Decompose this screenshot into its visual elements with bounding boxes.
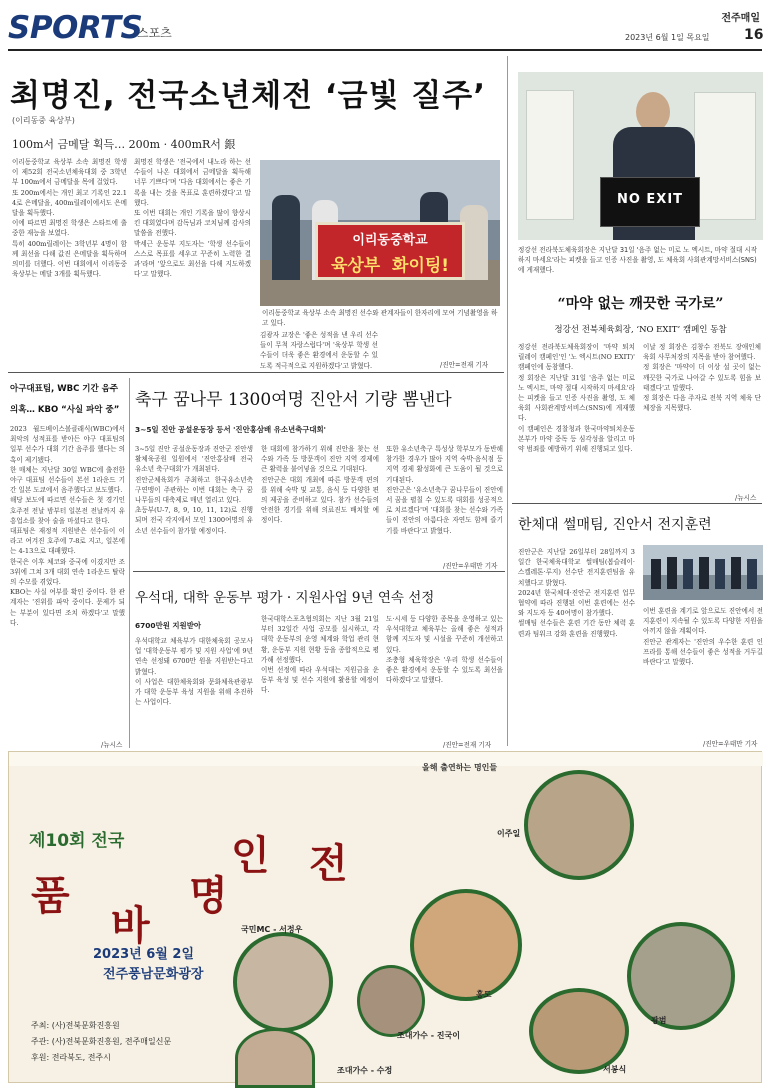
lead-headline: 최명진, 전국소년체전 ‘금빛 질주’ xyxy=(10,78,487,114)
ad-performers-header: 올해 출연하는 명인들 xyxy=(422,763,498,772)
lead-photo-caption: 이리동중학교 육상부 소속 최명진 선수와 관계자들이 한자리에 모여 기념촬영을 하고 있다. xyxy=(262,309,498,327)
performer-photo-7 xyxy=(235,1028,315,1088)
ad-date: 2023년 6월 2일 xyxy=(93,947,194,962)
brief-byline: /뉴시스 xyxy=(101,741,123,749)
ad-title-char-4: 인 xyxy=(231,833,270,879)
page-number: 16 xyxy=(744,27,764,43)
banner-line-2: 육상부 화이팅! xyxy=(330,256,450,276)
soccer-headline: 축구 꿈나무 1300여명 진안서 기량 뽐낸다 xyxy=(135,390,452,410)
performer-photo-6 xyxy=(529,988,629,1074)
performer-photo-2 xyxy=(233,932,333,1032)
banner-line-1: 이리동중학교 xyxy=(352,233,428,248)
no-exit-sign: NO EXIT xyxy=(600,177,700,227)
lead-column-2: 최명진 학생은 '전국에서 내노라 하는 선수들이 나온 대회에서 금메달을 획득해 너무 기쁘다'며 '다음 대회에서는 좋은 기록을 내는 것을 목표로 훈련하겠다'고 말했다. 또 이번 대회는 개인 기록을 많이 향상시킨 대회였다며 감독님과 코치님께 감사의 말씀을 전했다. 박세근 운동부 지도자는 '학생 선수들이 스스로 목표를 세우고 꾸준히 노력한 결과'라며 '앞으로도 최선을 다해 지도하겠다'고 말했다. xyxy=(134,158,251,279)
ad-org-host: 주최: (사)전북문화진흥원 xyxy=(31,1021,120,1030)
rule-campaign-bottom xyxy=(512,503,762,504)
issue-date: 2023년 6월 1일 목요일 xyxy=(625,33,710,42)
lead-byline: /진안=전재 기자 xyxy=(440,361,489,369)
woosuk-byline: /진안=전재 기자 xyxy=(443,741,492,749)
section-title-ko: 스포츠 xyxy=(137,26,172,40)
performer-name-2: 국민MC - 서정우 xyxy=(241,925,303,934)
brief-headline-1: 아구대표팀, WBC 기간 음주 xyxy=(10,384,119,394)
campaign-subhead: 정강선 전북체육회장, ‘NO EXIT’ 캠페인 동참 xyxy=(554,325,727,335)
brief-headline-2: 의혹… KBO “사실 파악 중” xyxy=(10,405,120,415)
rule-lead-bottom xyxy=(8,372,504,373)
section-title-en: SPORTS xyxy=(8,10,143,46)
training-photo xyxy=(643,545,763,600)
ad-title-char-2: 바 xyxy=(111,903,150,949)
campaign-headline: “마약 없는 깨끗한 국가로” xyxy=(557,296,724,312)
campaign-caption: 정강선 전라북도체육회장은 지난달 31일 '음주 없는 미로 노 엑시트, 마약 절대 시작하지 마세요'라는 피켓을 들고 인증 사진을 촬영, 도 체육회 사회관계망서비스(SNS)에 게재했다. xyxy=(518,246,758,274)
performer-photo-4 xyxy=(627,922,735,1030)
lead-column-4 xyxy=(384,330,502,360)
soccer-subhead: 3~5일 진안 공설운동장 등서 '진안홍삼배 유소년축구대회' xyxy=(135,425,326,434)
lead-subtitle: (이리동중 육상부) xyxy=(12,116,75,125)
ad-title-char-1: 품 xyxy=(31,873,70,919)
campaign-column-2: 이날 정 회장은 김창수 전북도 장애인체육회 사무처장의 지목을 받아 참여했다. 정 회장은 '마약이 더 이상 설 곳이 없는 깨끗한 국가로 나아갈 수 있도록 힘을 보태겠다'고 말했다. 정 회장은 다음 주자로 전북 지역 체육 단체장을 지목했다. xyxy=(643,343,761,413)
ad-venue: 전주풍남문화광장 xyxy=(103,967,204,982)
performer-photo-5 xyxy=(357,965,425,1037)
woosuk-column-3: 도·시세 등 다양한 종목을 운영하고 있는 우석대학교 체육부는 올해 좋은 성적과 함께 지도자 및 시설을 꾸준히 개선하고 있다. 조충형 체육학장은 '우리 학생 선수들이 좋은 환경에서 운동할 수 있도록 최선을 다하겠다'고 말했다. xyxy=(386,615,503,685)
training-text-a: 진안군은 지난달 26일부터 28일까지 3일간 한국체육대학교 썰매팀(봅슬레이·스켈레톤·루지) 선수단 전지훈련팀을 유치했다고 밝혔다. 2024년 한국체대·진안군 전지훈련 업무 협약에 따라 진행된 이번 훈련에는 선수와 지도자 등 40여명이 참가했다. 썰매팀 선수들은 훈련 기간 동안 체력 훈련과 팀워크 강화 훈련을 진행했다. xyxy=(518,548,635,638)
performer-name-6: 서봉식 xyxy=(603,1065,627,1074)
performer-name-5: 조대가수 - 진국이 xyxy=(397,1031,460,1040)
brief-text: 2023 월드베이스볼클래식(WBC)에서 최악의 성적표를 받아든 야구 대표팀의 일부 선수가 대회 기간 음주를 했다는 의혹이 제기됐다. 한 매체는 지난달 30일 WBC에 출전한 야구 대표팀 선수들이 본선 1라운드 기간 일본 도쿄에서 음주했다고 보도했다. 해당 보도에 따르면 선수들은 첫 경기인 호주전 전날 밤부터 일본전 전날까지 유흥업소를 찾아 술을 마셨다고 한다. 대표팀은 재정적 지원받은 선수들이 이라고 여겨진 호주에 7-8로 지고, 일본에는 4-13으로 대패했다. 한국은 이후 체코와 중국에 이겼지만 조 3위에 그쳐 3개 대회 연속 1라운드 탈락의 수모를 겪었다. KBO는 사실 여부를 확인 중이다. 한 관계자는 '진위를 파악 중이다. 문제가 되는 부분이 있다면 조치 하겠다'고 말했다. xyxy=(10,425,125,627)
paper-name: 전주매일 xyxy=(721,13,760,24)
soccer-column-3: 또한 유소년축구 특성상 학부모가 동반해 참가한 경우가 많아 지역 숙박·음식점 등 지역 경제 활성화에 큰 도움이 될 것으로 기대된다. 진안군은 '유소년축구 꿈나무들이 진안에서 꿈을 펼칠 수 있도록 대회를 성공적으로 치르겠다'며 '대회를 찾는 선수와 가족들이 진안의 아름다운 자연도 함께 즐기기를 바란다'고 밝혔다. xyxy=(386,445,503,535)
rule-soccer-bottom xyxy=(133,571,505,572)
campaign-photo xyxy=(518,72,763,240)
ad-title-char-5: 전 xyxy=(309,841,348,887)
soccer-column-1: 3~5일 진안 공설운동장과 진안군 진안생활체육공원 일원에서 '진안홍삼배 전국 유소년 축구대회'가 개최된다. 진안군체육회가 주최하고 한국유소년축구연맹이 주관하는 이번 대회는 축구 꿈나무들의 대축제로 매년 열리고 있다. 초등부(U-7, 8, 9, 10, 11, 12)로 진행되며 전국 각지에서 모인 1300여명의 유소년 선수들이 참가할 예정이다. xyxy=(135,445,253,535)
ad-org-sponsor: 후원: 전라북도, 전주시 xyxy=(31,1053,111,1062)
lead-banner xyxy=(315,222,465,280)
lead-subhead: 100m서 금메달 획득… 200m · 400mR서 銀 xyxy=(12,138,236,151)
ad-title-char-3: 명 xyxy=(189,873,228,919)
performer-name-4: 광범 xyxy=(651,1016,667,1025)
training-byline: /진안=우태만 기자 xyxy=(703,740,758,748)
training-headline: 한체대 썰매팀, 진안서 전지훈련 xyxy=(518,517,712,533)
lead-column-3: 김광자 교장은 '좋은 성적을 낸 우리 선수들이 무척 자랑스럽다'며 '육상부 학생 선수들이 더욱 좋은 환경에서 운동할 수 있도록 적극적으로 지원하겠다'고 밝혔다. xyxy=(260,331,378,370)
lead-photo xyxy=(260,160,500,306)
campaign-column-1: 정강선 전라북도체육회장이 '마약 퇴치 릴레이 캠페인'인 '노 엑시트(NO EXIT)' 캠페인에 동참했다. 정 회장은 지난달 31일 '음주 없는 미로 노 엑시트, 마약 절대 시작하지 마세요'라는 피켓을 들고 인증 사진을 촬영, 도 체육회 사회관계망서비스(SNS)에 게재했다. 이 캠페인은 경찰청과 한국마약퇴치운동본부가 마약 중독 등 심각성을 알리고 마약 범죄를 예방하기 위해 진행되고 있다. xyxy=(518,343,635,454)
training-text-b: 이번 훈련을 계기로 앞으로도 진안에서 전지훈련이 지속될 수 있도록 다양한 지원을 아끼지 않을 계획이다. 진안군 관계자는 '진안의 우수한 훈련 인프라를 통해 선수들이 좋은 성적을 거두길 바란다'고 말했다. xyxy=(643,607,763,667)
woosuk-column-1: 우석대학교 체육부가 대한체육회 공모사업 '대학운동부 평가 및 지원 사업'에 9년 연속 선정돼 6700만 원을 지원받는다고 밝혔다. 이 사업은 대한체육회와 문화체육관광부가 대학 운동부 육성 지원을 위해 추진하는 사업이다. xyxy=(135,637,253,707)
lead-column-1: 이리동중학교 육상부 소속 최명진 학생이 제52회 전국소년체육대회 중 3학년부 100m에서 금메달을 목에 걸었다. 또 200m에서는 개인 최고 기록인 22.14로 은메달을, 400m릴레이에서도 은메달을 획득했다. 이에 따르면 최명진 학생은 스타트에 출중한 재능을 보였다. 특히 400m릴레이는 3학년부 4명이 함께 최선을 다해 값진 은메달을 획득하며 의미를 더했다. 이번 대회에서 이리동중 육상부는 메달 3개를 획득했다. xyxy=(12,158,127,279)
performer-name-7: 조대가수 - 수정 xyxy=(337,1066,393,1075)
ad-org-manage: 주관: (사)전북문화진흥원, 전주매일신문 xyxy=(31,1037,172,1046)
performer-name-3: 홍도 xyxy=(476,990,492,999)
campaign-byline: /뉴시스 xyxy=(735,494,757,502)
performer-name-1: 이주일 xyxy=(497,829,521,838)
soccer-column-2: 한 대회에 참가하기 위해 진안을 찾는 선수와 가족 등 방문객이 진안 지역 경제에 큰 활력을 불어넣을 것으로 기대된다. 진안군은 대회 개최에 따른 방문객 편의를 위해 숙박 및 교통, 음식 등 다양한 편의 제공을 준비하고 있다. 참가 선수들의 안전한 경기를 위해 의료진도 배치할 예정이다. xyxy=(261,445,379,525)
woosuk-column-2: 한국대학스포츠협의회는 지난 3월 21일부터 32일간 사업 공모를 실시하고, 각 대학 운동부의 운영 체계와 학업 관리 현황, 운동부 지원 현황 등을 종합적으로 평가해 선정했다. 이번 선정에 따라 우석대는 지원금을 운동부 육성 및 선수 지원에 활용할 예정이다. xyxy=(261,615,379,695)
performer-photo-1 xyxy=(524,770,634,880)
soccer-byline: /진안=우태만 기자 xyxy=(443,562,498,570)
woosuk-subhead: 6700만원 지원받아 xyxy=(135,621,201,630)
ad-edition: 제10회 전국 xyxy=(29,831,125,851)
vertical-rule-brief xyxy=(129,378,130,748)
festival-ad xyxy=(8,751,762,1083)
performer-photo-3 xyxy=(410,889,522,1001)
vertical-rule-main xyxy=(507,56,508,746)
woosuk-headline: 우석대, 대학 운동부 평가 · 지원사업 9년 연속 선정 xyxy=(135,590,435,606)
masthead-rule xyxy=(8,49,762,51)
masthead xyxy=(0,0,770,52)
